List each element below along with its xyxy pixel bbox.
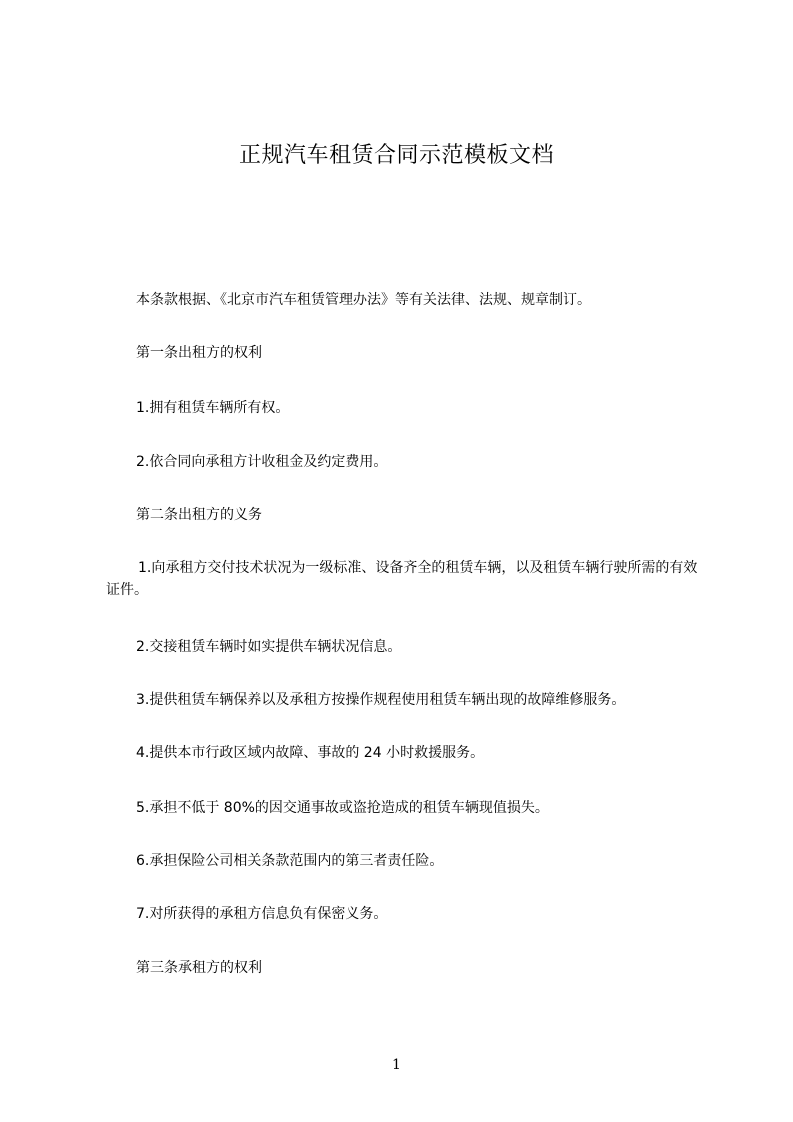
list-item: 3.提供租赁车辆保养以及承租方按操作规程使用租赁车辆出现的故障维修服务。	[136, 692, 626, 708]
heading-article-3: 第三条承租方的权利	[136, 960, 262, 976]
list-item: 1.向承租方交付技术状况为一级标准、设备齐全的租赁车辆，以及租赁车辆行驶所需的有效证件。	[106, 560, 698, 598]
list-item: 5.承担不低于 80%的因交通事故或盗抢造成的租赁车辆现值损失。	[136, 800, 549, 816]
heading-article-1: 第一条出租方的权利	[136, 345, 262, 361]
page-number: 1	[392, 1057, 401, 1073]
list-item: 2.依合同向承租方计收租金及约定费用。	[136, 454, 388, 470]
list-item: 6.承担保险公司相关条款范围内的第三者责任险。	[136, 853, 444, 869]
list-item: 4.提供本市行政区域内故障、事故的 24 小时救援服务。	[136, 745, 485, 761]
list-item: 7.对所获得的承租方信息负有保密义务。	[136, 906, 388, 922]
list-item: 2.交接租赁车辆时如实提供车辆状况信息。	[136, 639, 402, 655]
document-title: 正规汽车租赁合同示范模板文档	[238, 143, 554, 168]
heading-article-2: 第二条出租方的义务	[136, 507, 262, 523]
paragraph-intro: 本条款根据、《北京市汽车租赁管理办法》等有关法律、法规、规章制订。	[136, 292, 591, 308]
list-item: 1.拥有租赁车辆所有权。	[136, 400, 290, 416]
